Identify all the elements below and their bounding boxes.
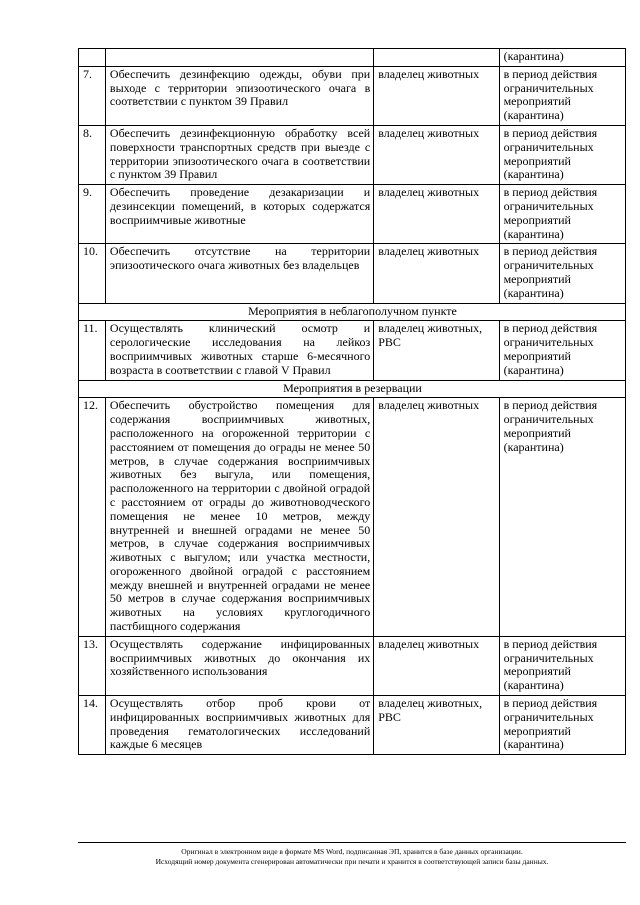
section-heading: Мероприятия в резервации: [79, 380, 626, 398]
table-row: [79, 244, 626, 303]
cell-period: (карантина): [499, 49, 625, 67]
cell-text: Осуществлять содержание инфицированных восприимчивых животных до окончания их хозяйственного использования: [105, 636, 373, 695]
measures-table: [78, 48, 626, 755]
footer-line-original: Оригинал в электронном виде в формате MS Word, подписанная ЭП, хранится в базе данных организации.: [181, 847, 523, 856]
cell-text: Обеспечить обустройство помещения для содержания восприимчивых животных, расположенного на огороженной территории с расстоянием от помещения до ограды не менее 50 метров, в случае содержания восприимчивых животных без выгула, или помещения, расположенного на территории с двойной оградой с расстоянием от ограды до животноводческого помещения не менее 10 метров, между внутренней и внешней оградами не менее 50 метров, в случае содержания восприимчивых животных с выгулом; или участка местности, огороженного двойной оградой с расстоянием между внешней и внутренней оградами не менее 50 метров в случае содержания восприимчивых животных на условиях круглогодичного пастбищного содержания: [105, 398, 373, 637]
cell-responsible: владелец животных: [374, 244, 499, 303]
table-row: [79, 696, 626, 755]
document-page: [78, 48, 598, 755]
table-row: [79, 321, 626, 380]
table-row: [79, 66, 626, 125]
cell-responsible: владелец животных, РВС: [374, 321, 499, 380]
cell-responsible: владелец животных: [374, 185, 499, 244]
cell-text: Осуществлять клинический осмотр и серологические исследования на лейкоз восприимчивых животных старше 6-месячного возраста в соответствии с главой V Правил: [105, 321, 373, 380]
cell-responsible: [374, 49, 499, 67]
cell-text: Обеспечить дезинфекционную обработку всей поверхности транспортных средств при выезде с территории эпизоотического очага в соответствии с пунктом 39 Правил: [105, 125, 373, 184]
cell-period: в период действия ограничительных мероприятий (карантина): [499, 66, 625, 125]
cell-num: 14.: [79, 696, 106, 755]
table-row: [79, 636, 626, 695]
cell-period: в период действия ограничительных мероприятий (карантина): [499, 244, 625, 303]
table-row: [79, 49, 626, 67]
cell-period: в период действия ограничительных мероприятий (карантина): [499, 398, 625, 637]
cell-period: в период действия ограничительных мероприятий (карантина): [499, 636, 625, 695]
cell-num: 12.: [79, 398, 106, 637]
section-header-row: [79, 380, 626, 398]
cell-num: 8.: [79, 125, 106, 184]
cell-text: [105, 49, 373, 67]
table-row: [79, 125, 626, 184]
cell-text: Обеспечить отсутствие на территории эпизоотического очага животных без владельцев: [105, 244, 373, 303]
cell-period: в период действия ограничительных мероприятий (карантина): [499, 125, 625, 184]
cell-num: 13.: [79, 636, 106, 695]
cell-period: в период действия ограничительных мероприятий (карантина): [499, 185, 625, 244]
section-header-row: [79, 303, 626, 321]
cell-period: в период действия ограничительных мероприятий (карантина): [499, 321, 625, 380]
cell-period: в период действия ограничительных мероприятий (карантина): [499, 696, 625, 755]
cell-num: 9.: [79, 185, 106, 244]
cell-num: 11.: [79, 321, 106, 380]
section-heading: Мероприятия в неблагополучном пункте: [79, 303, 626, 321]
table-body: [79, 49, 626, 755]
cell-num: 7.: [79, 66, 106, 125]
table-row: [79, 185, 626, 244]
document-footer: [78, 842, 626, 867]
cell-responsible: владелец животных: [374, 125, 499, 184]
cell-responsible: владелец животных: [374, 636, 499, 695]
cell-text: Осуществлять отбор проб крови от инфицированных восприимчивых животных для проведения гематологических исследований каждые 6 месяцев: [105, 696, 373, 755]
cell-text: Обеспечить дезинфекцию одежды, обуви при выходе с территории эпизоотического очага в соответствии с пунктом 39 Правил: [105, 66, 373, 125]
cell-num: 10.: [79, 244, 106, 303]
cell-text: Обеспечить проведение дезакаризации и дезинсекции помещений, в которых содержатся восприимчивые животные: [105, 185, 373, 244]
cell-responsible: владелец животных, РВС: [374, 696, 499, 755]
footer-line-number: Исходящий номер документа сгенерирован автоматически при печати и хранится в соответствующей записи базы данных.: [155, 857, 549, 866]
cell-responsible: владелец животных: [374, 66, 499, 125]
table-row: [79, 398, 626, 637]
cell-responsible: владелец животных: [374, 398, 499, 637]
cell-num: [79, 49, 106, 67]
